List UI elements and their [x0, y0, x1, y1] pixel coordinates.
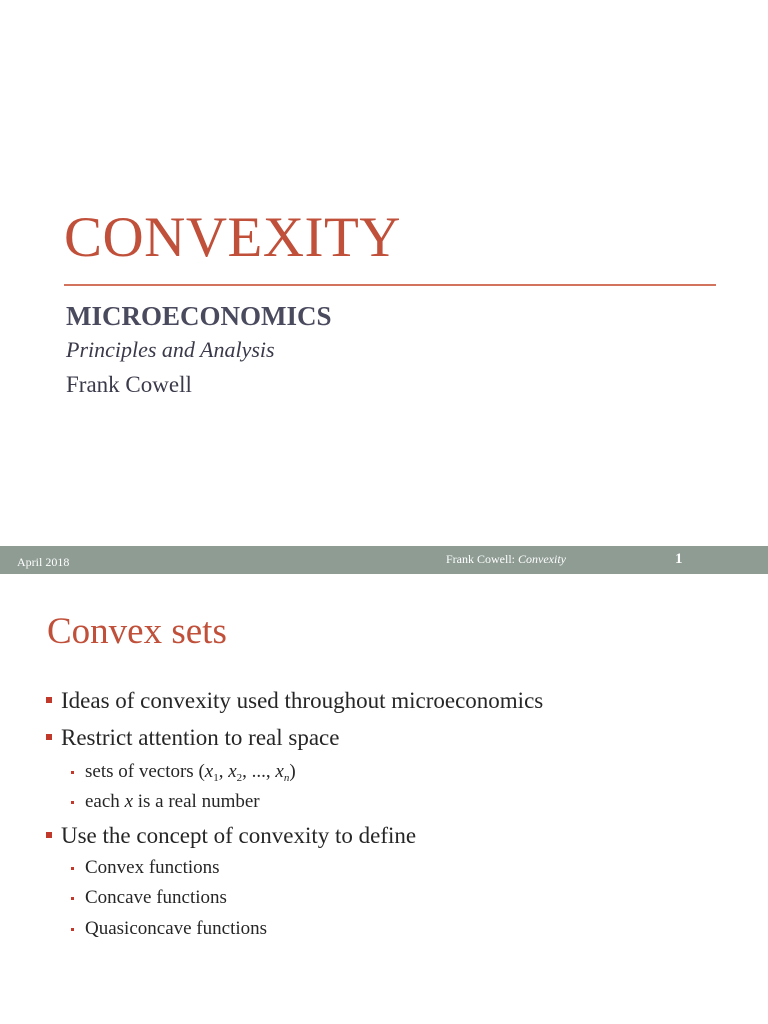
- each-x-text: each x is a real number: [85, 791, 260, 812]
- footer-topic: Convexity: [518, 552, 566, 566]
- slide-footer: [0, 546, 768, 574]
- sub-bullet-item: Quasiconcave functions: [85, 918, 267, 940]
- footer-date: April 2018: [17, 555, 70, 569]
- footer-caption: [446, 552, 566, 567]
- bullet-marker: [71, 897, 74, 900]
- bullet-item: Ideas of convexity used throughout microeconomics: [61, 688, 543, 714]
- bullet-item: Restrict attention to real space: [61, 725, 339, 751]
- slide-title: Convex sets: [47, 611, 227, 652]
- sub-bullet-item: Convex functions: [85, 857, 220, 879]
- title-underline: [64, 284, 716, 286]
- bullet-marker: [46, 734, 52, 740]
- bullet-marker: [46, 697, 52, 703]
- bullet-marker: [71, 801, 74, 804]
- vectors-text: sets of vectors ($x_1$, $x_2$, ..., $x_n$): [85, 761, 296, 784]
- course-name: MICROECONOMICS: [66, 301, 332, 331]
- slide-title: CONVEXITY: [64, 206, 401, 269]
- sub-bullet-item: [85, 791, 260, 813]
- author-name: Frank Cowell: [66, 372, 192, 397]
- bullet-item: Use the concept of convexity to define: [61, 823, 416, 849]
- content-slide: [0, 574, 768, 1024]
- sub-bullet-item: [85, 761, 296, 784]
- bullet-marker: [71, 771, 74, 774]
- page-number: 1: [675, 551, 683, 567]
- book-subtitle: Principles and Analysis: [66, 337, 275, 362]
- footer-author: Frank Cowell:: [446, 552, 518, 566]
- bullet-marker: [71, 867, 74, 870]
- sub-bullet-item: Concave functions: [85, 887, 227, 909]
- bullet-marker: [46, 832, 52, 838]
- bullet-marker: [71, 928, 74, 931]
